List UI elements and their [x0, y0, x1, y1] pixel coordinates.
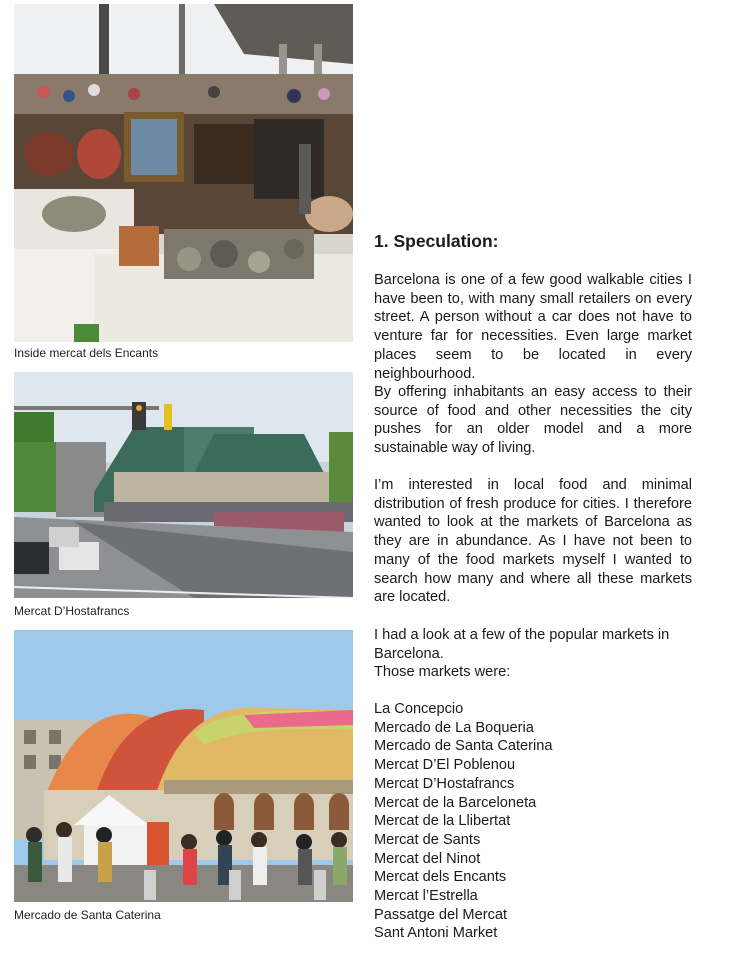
photo-mercado-santa-caterina [14, 630, 353, 902]
list-item: Mercat D’Hostafrancs [374, 775, 515, 792]
list-item: Mercado de La Boqueria [374, 719, 534, 736]
paragraph-walkable: Barcelona is one of a few good walkable cities I have been to, with many small retailers on every street. A person without a car does not have to venture far for necessities. Even large market places seem to be located in every neighbourhood. [374, 272, 692, 382]
list-item: Mercat l’Estrella [374, 888, 478, 905]
list-item: Mercado de Santa Caterina [374, 738, 553, 755]
list-item: Mercat de Sants [374, 831, 481, 848]
markets-list [374, 700, 552, 943]
photo-caption: Inside mercat dels Encants [14, 346, 159, 360]
list-item: Mercat de la Barceloneta [374, 794, 537, 811]
paragraph-access: By offering inhabitants an easy access to their source of food and other necessities the city pushes for an older model and a more sustainable way of living. [374, 384, 692, 457]
photo-mercat-dels-encants [14, 4, 353, 342]
paragraph-list-intro: Those markets were: [374, 664, 511, 680]
list-item: La Concepcio [374, 701, 464, 717]
photo-mercat-hostafrancs [14, 372, 353, 598]
photo-caption: Mercat D’Hostafrancs [14, 604, 130, 618]
paragraph-popular-markets: I had a look at a few of the popular markets in Barcelona. [374, 627, 670, 662]
section-heading: 1. Speculation: [374, 231, 499, 251]
list-item: Sant Antoni Market [374, 925, 498, 942]
list-item: Passatge del Mercat [374, 906, 508, 923]
photo-caption: Mercado de Santa Caterina [14, 908, 161, 922]
paragraph-interest: I’m interested in local food and minimal distribution of fresh produce for cities. I therefore wanted to look at the markets of Barcelona as they are in abundance. As I have not been to many of the food markets myself I wanted to search how many and where all these markets are located. [374, 477, 692, 606]
list-item: Mercat de la Llibertat [374, 813, 511, 830]
list-item: Mercat dels Encants [374, 869, 507, 886]
list-item: Mercat del Ninot [374, 850, 481, 867]
list-item: Mercat D’El Poblenou [374, 757, 516, 774]
